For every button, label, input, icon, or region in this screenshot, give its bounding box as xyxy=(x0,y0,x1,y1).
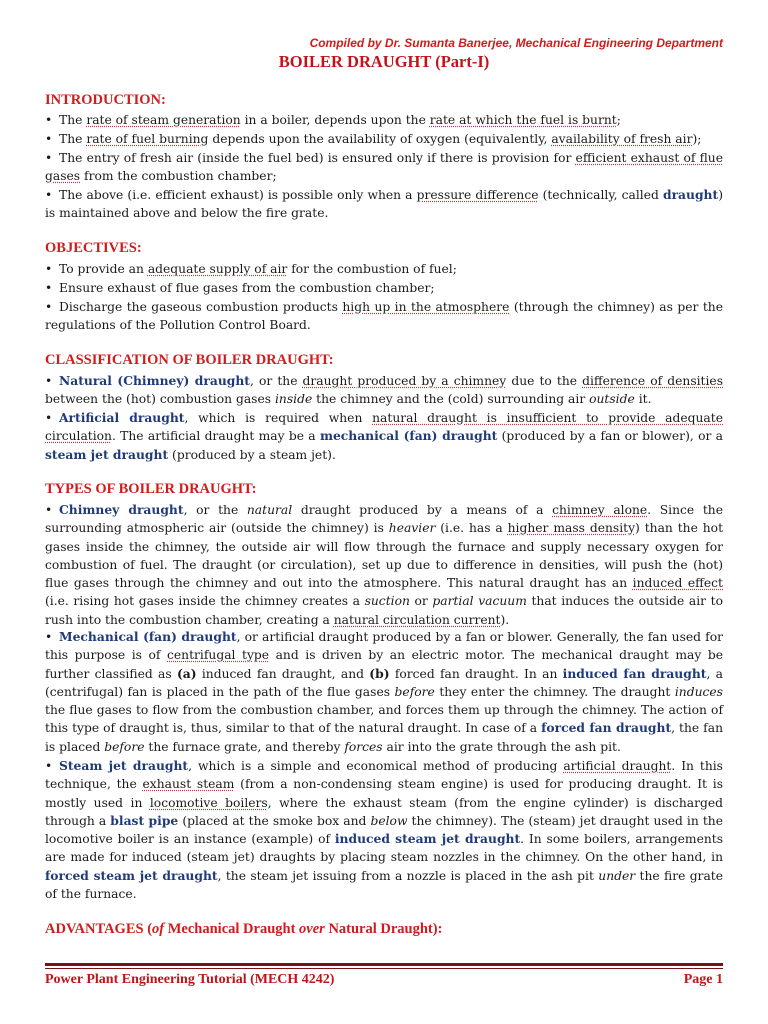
types-bullet-chimney: • Chimney draught, or the natural draught produced by a means of a chimney alone. Since the surrounding atmospheric air (outside the chimney) is heavier (i.e. has a higher mass density) than the hot gases inside the chimney, the outside air will flow through the furnace and supply necessary oxygen for combustion of fuel. The draught (or circulation), set up due to difference in densities, will push the (hot) flue gases through the chimney and out into the atmosphere. This natural draught has an induced effect (i.e. rising hot gases inside the chimney creates a suction or partial vacuum that induces the outside air to rush into the combustion chamber, creating a natural circulation current). xyxy=(45,502,724,627)
objectives-heading: OBJECTIVES: xyxy=(45,240,142,256)
footer-course-title: Power Plant Engineering Tutorial (MECH 4242) xyxy=(45,972,335,987)
compiled-by-line: Compiled by Dr. Sumanta Banerjee, Mechanical Engineering Department xyxy=(309,36,723,50)
introduction-bullet-4: • The above (i.e. efficient exhaust) is possible only when a pressure difference (technically, called draught) is maintained above and below the fire grate. xyxy=(45,187,723,221)
footer-page-number: Page 1 xyxy=(683,972,723,987)
types-heading: TYPES OF BOILER DRAUGHT: xyxy=(45,481,257,497)
footer-rule-thin xyxy=(45,968,723,969)
classification-bullet-1: • Natural (Chimney) draught, or the draught produced by a chimney due to the difference of densities between the (hot) combustion gases inside the chimney and the (cold) surrounding air outside it. xyxy=(45,373,724,407)
introduction-bullet-1: • The rate of steam generation in a boiler, depends upon the rate at which the fuel is burnt; xyxy=(45,113,621,127)
objectives-bullet-3: • Discharge the gaseous combustion products high up in the atmosphere (through the chimney) as per the regulations of the Pollution Control Board. xyxy=(45,300,723,333)
introduction-bullet-3: • The entry of fresh air (inside the fuel bed) is ensured only if there is provision for efficient exhaust of flue gases from the combustion chamber; xyxy=(45,151,723,184)
types-bullet-mechanical: • Mechanical (fan) draught, or artificial draught produced by a fan or blower. Generally, the fan used for this purpose is of centrifugal type and is driven by an electric motor. The mechanical draught may be further classified as (a) induced fan draught, and (b) forced fan draught. In an induced fan draught, a (centrifugal) fan is placed in the path of the flue gases before they enter the chimney. The draught induces the flue gases to flow from the combustion chamber, and forces them up through the chimney. The action of this type of draught is, thus, similar to that of the natural draught. In case of a forced fan draught, the fan is placed before the furnace grate, and thereby forces air into the grate through the ash pit. xyxy=(45,629,724,754)
types-bullet-steam-jet: • Steam jet draught, which is a simple and economical method of producing artificial draught. In this technique, the exhaust steam (from a non-condensing steam engine) is used for producing draught. It is mostly used in locomotive boilers, where the exhaust steam (from the engine cylinder) is discharged through a blast pipe (placed at the smoke box and below the chimney). The (steam) jet draught used in the locomotive boiler is an instance (example) of induced steam jet draught. In some boilers, arrangements are made for induced (steam jet) draughts by placing steam nozzles in the chimney. On the other hand, in forced steam jet draught, the steam jet issuing from a nozzle is placed in the ash pit under the fire grate of the furnace. xyxy=(45,758,724,902)
classification-heading: CLASSIFICATION OF BOILER DRAUGHT: xyxy=(45,352,334,368)
objectives-bullet-2: • Ensure exhaust of flue gases from the combustion chamber; xyxy=(45,281,435,295)
page-title: BOILER DRAUGHT (Part-I) xyxy=(278,52,490,71)
introduction-heading: INTRODUCTION: xyxy=(45,92,166,108)
objectives-bullet-1: • To provide an adequate supply of air for the combustion of fuel; xyxy=(45,262,457,276)
classification-bullet-2: • Artificial draught, which is required when natural draught is insufficient to provide adequate circulation. The artificial draught may be a mechanical (fan) draught (produced by a fan or blower), or a steam jet draught (produced by a steam jet). xyxy=(45,410,723,462)
advantages-heading: ADVANTAGES (of Mechanical Draught over Natural Draught): xyxy=(45,921,443,937)
introduction-bullet-2: • The rate of fuel burning depends upon the availability of oxygen (equivalently, availability of fresh air); xyxy=(45,132,702,146)
footer-rule-thick xyxy=(45,963,723,966)
